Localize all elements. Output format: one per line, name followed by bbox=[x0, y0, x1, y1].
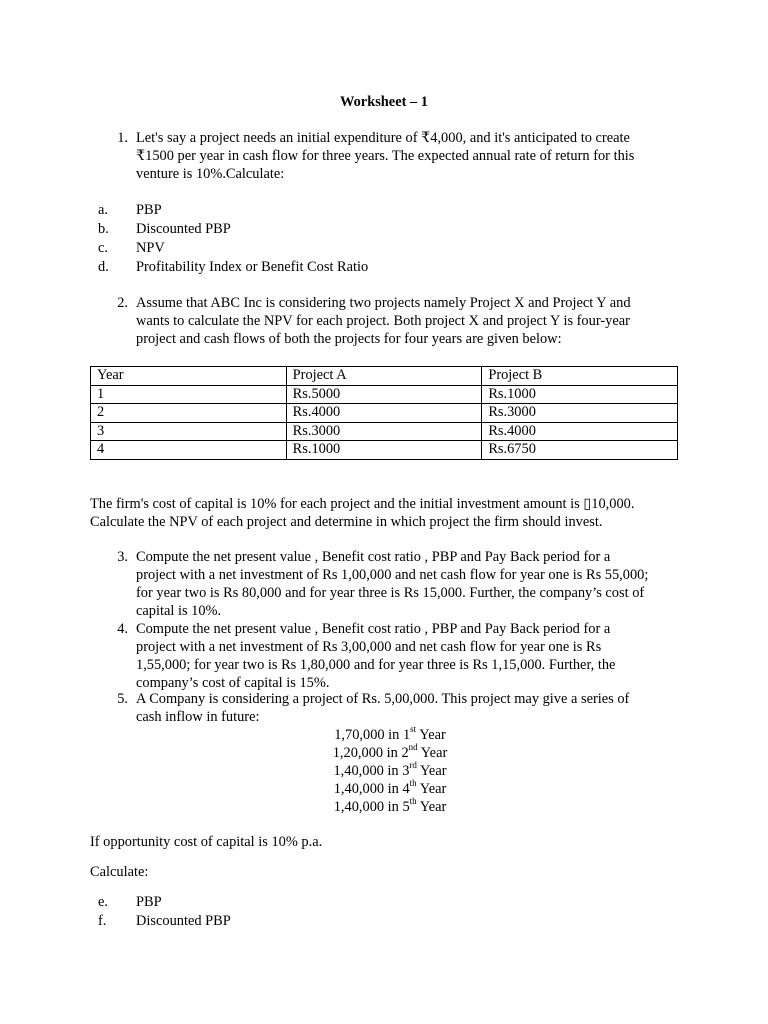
q4-line-2: project with a net investment of Rs 3,00,000 and net cash flow for year one is Rs bbox=[136, 639, 602, 655]
q2-after-line-2: Calculate the NPV of each project and determine in which project the firm should invest. bbox=[90, 514, 603, 530]
q4-line-4: company’s cost of capital is 15%. bbox=[136, 675, 330, 691]
cash-inflow-line: 1,70,000 in 1st Year bbox=[334, 724, 446, 743]
calculate-label: Calculate: bbox=[90, 864, 149, 880]
q3-line-1: Compute the net present value , Benefit cost ratio , PBP and Pay Back period for a bbox=[136, 549, 611, 565]
table-cell: 4 bbox=[91, 441, 287, 460]
table-cell: Rs.3000 bbox=[482, 404, 678, 423]
q1-item-label: c. bbox=[98, 240, 108, 256]
q3-line-4: capital is 10%. bbox=[136, 603, 222, 619]
q2-line-2: wants to calculate the NPV for each project. Both project X and project Y is four-year bbox=[136, 313, 630, 329]
table-row bbox=[91, 385, 678, 404]
table-cell: Rs.4000 bbox=[482, 422, 678, 441]
table-cell: Rs.5000 bbox=[286, 385, 482, 404]
q5-item-text: PBP bbox=[136, 894, 162, 910]
table-header-cell: Project B bbox=[482, 367, 678, 386]
q5-line-1: A Company is considering a project of Rs. 5,00,000. This project may give a series of bbox=[136, 691, 630, 707]
q1-line-2: ₹1500 per year in cash flow for three years. The expected annual rate of return for this bbox=[136, 148, 635, 164]
q1-item-text: Profitability Index or Benefit Cost Ratio bbox=[136, 259, 369, 275]
q5-number: 5. bbox=[117, 691, 128, 707]
q1-item-label: b. bbox=[98, 221, 109, 237]
q5-line-2: cash inflow in future: bbox=[136, 709, 260, 725]
cash-inflow-line: 1,20,000 in 2nd Year bbox=[332, 742, 448, 761]
q1-line-3: venture is 10%.Calculate: bbox=[136, 166, 285, 182]
table-row bbox=[91, 422, 678, 441]
q3-line-3: for year two is Rs 80,000 and for year three is Rs 15,000. Further, the company’s cost of bbox=[136, 585, 645, 601]
table-header-row bbox=[91, 367, 678, 386]
q3-line-2: project with a net investment of Rs 1,00,000 and net cash flow for year one is Rs 55,000; bbox=[136, 567, 649, 583]
cash-flow-table bbox=[90, 366, 678, 460]
table-cell: 3 bbox=[91, 422, 287, 441]
q5-item-text: Discounted PBP bbox=[136, 913, 231, 929]
table-cell: 2 bbox=[91, 404, 287, 423]
opportunity-cost-text: If opportunity cost of capital is 10% p.a. bbox=[90, 834, 323, 850]
q5-item-label: e. bbox=[98, 894, 108, 910]
table-cell: Rs.1000 bbox=[286, 441, 482, 460]
cash-inflow-line: 1,40,000 in 3rd Year bbox=[333, 760, 447, 779]
table-row bbox=[91, 441, 678, 460]
table-cell: 1 bbox=[91, 385, 287, 404]
table-cell: Rs.1000 bbox=[482, 385, 678, 404]
q4-line-1: Compute the net present value , Benefit cost ratio , PBP and Pay Back period for a bbox=[136, 621, 611, 637]
table-cell: Rs.6750 bbox=[482, 441, 678, 460]
q5-item-label: f. bbox=[98, 913, 107, 929]
worksheet-title: Worksheet – 1 bbox=[340, 94, 428, 110]
q4-line-3: 1,55,000; for year two is Rs 1,80,000 and for year three is Rs 1,15,000. Further, the bbox=[136, 657, 616, 673]
table-row bbox=[91, 404, 678, 423]
q3-number: 3. bbox=[117, 549, 128, 565]
q2-after-line-1: The firm's cost of capital is 10% for each project and the initial investment amount is ▯10,000. bbox=[90, 496, 635, 512]
q1-item-text: PBP bbox=[136, 202, 162, 218]
table-header-cell: Year bbox=[91, 367, 287, 386]
q1-item-text: NPV bbox=[136, 240, 165, 256]
q2-line-1: Assume that ABC Inc is considering two projects namely Project X and Project Y and bbox=[136, 295, 631, 311]
table-header-cell: Project A bbox=[286, 367, 482, 386]
q2-line-3: project and cash flows of both the projects for four years are given below: bbox=[136, 331, 562, 347]
q1-item-text: Discounted PBP bbox=[136, 221, 231, 237]
q1-number: 1. bbox=[117, 130, 128, 146]
q4-number: 4. bbox=[117, 621, 128, 637]
table-cell: Rs.3000 bbox=[286, 422, 482, 441]
cash-inflow-line: 1,40,000 in 4th Year bbox=[333, 778, 447, 797]
q1-item-label: a. bbox=[98, 202, 108, 218]
q1-line-1: Let's say a project needs an initial expenditure of ₹4,000, and it's anticipated to create bbox=[136, 130, 630, 146]
q1-item-label: d. bbox=[98, 259, 109, 275]
cash-inflow-line: 1,40,000 in 5th Year bbox=[333, 796, 447, 815]
table-cell: Rs.4000 bbox=[286, 404, 482, 423]
q2-number: 2. bbox=[117, 295, 128, 311]
